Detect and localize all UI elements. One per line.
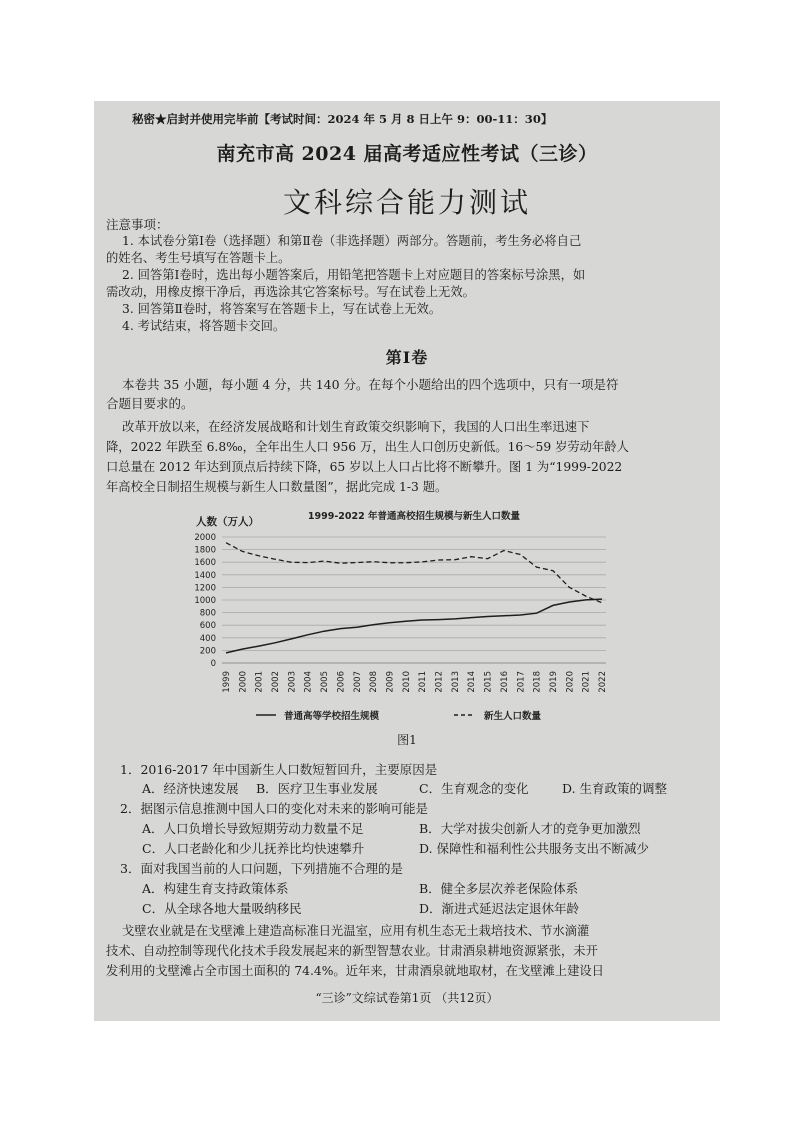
notice-line: 3. 回答第Ⅱ卷时，将答案写在答题卡上，写在试卷上无效。 [122, 302, 442, 316]
x-tick-label: 2007 [352, 671, 363, 693]
question-stem: 2．据图示信息推测中国人口的变化对未来的影响可能是 [120, 801, 428, 816]
x-tick-label: 2006 [336, 671, 347, 693]
section-intro-line: 本卷共 35 小题，每小题 4 分，共 140 分。在每个小题给出的四个选项中，只有一项是符 [122, 377, 619, 392]
notice-line: 1. 本试卷分第Ⅰ卷（选择题）和第Ⅱ卷（非选择题）两部分。答题前，考生务必将自己 [122, 234, 582, 248]
x-tick-label: 2009 [385, 671, 396, 693]
x-tick-label: 2019 [548, 671, 559, 693]
enrollment-series-line [226, 599, 602, 653]
passage-line: 口总量在 2012 年达到顶点后持续下降，65 岁以上人口占比将不断攀升。图 1 为“1999-2022 [106, 460, 623, 474]
question-option: C．生育观念的变化 [419, 781, 529, 796]
page-footer: “三诊”文综试卷第1页 （共12页） [315, 991, 499, 1005]
question-option: D．渐进式延迟法定退休年龄 [419, 901, 580, 916]
y-tick-label: 0 [210, 659, 216, 669]
notice-line: 的姓名、考生号填写在答题卡上。 [106, 251, 291, 265]
x-tick-label: 2002 [271, 671, 282, 693]
x-tick-label: 2012 [434, 671, 445, 693]
question-option: A．经济快速发展 [142, 781, 239, 796]
notice-line: 需改动，用橡皮擦干净后，再选涂其它答案标号。写在试卷上无效。 [106, 285, 475, 299]
x-tick-label: 2000 [238, 671, 249, 693]
exam-title: 南充市高 2024 届高考适应性考试（三诊） [216, 143, 598, 165]
question-option: B．健全多层次养老保险体系 [419, 881, 579, 896]
y-tick-label: 1600 [194, 558, 216, 569]
notice-line: 2. 回答第Ⅰ卷时，选出每小题答案后，用铅笔把答题卡上对应题目的答案标号涂黑，如 [122, 268, 586, 282]
x-tick-label: 2016 [499, 671, 510, 693]
question-option: B．医疗卫生事业发展 [256, 781, 378, 796]
figure-caption: 图1 [397, 733, 417, 747]
question-stem: 1．2016-2017 年中国新生人口数短暂回升，主要原因是 [120, 762, 438, 777]
exam-paper [94, 101, 720, 1021]
legend-label: 普通高等学校招生规模 [284, 711, 380, 722]
x-tick-label: 2017 [516, 671, 527, 693]
x-tick-label: 2020 [565, 671, 576, 693]
x-tick-label: 2018 [532, 671, 543, 693]
question-option: A．构建生育支持政策体系 [142, 881, 289, 896]
x-tick-label: 2008 [369, 671, 380, 693]
section-intro-line: 合题目要求的。 [106, 396, 194, 411]
passage-line: 技术、自动控制等现代化技术手段发展起来的新型智慧农业。甘肃酒泉耕地资源紧张，未开 [106, 944, 598, 958]
notice-line: 4. 考试结束，将答题卡交回。 [122, 319, 286, 333]
y-tick-label: 1200 [194, 583, 216, 594]
x-tick-label: 2011 [418, 671, 429, 693]
y-axis-label: 人数（万人） [196, 516, 259, 528]
x-tick-label: 1999 [222, 671, 232, 693]
x-tick-label: 2014 [467, 671, 478, 693]
question-option: D. 保障性和福利性公共服务支出不断减少 [419, 841, 650, 856]
passage-line: 改革开放以来，在经济发展战略和计划生育政策交织影响下，我国的人口出生率迅速下 [122, 420, 590, 434]
newborn-series-line [226, 543, 602, 603]
y-tick-label: 1800 [194, 545, 216, 556]
y-tick-label: 2000 [194, 533, 216, 543]
y-tick-label: 1400 [194, 570, 216, 581]
x-tick-label: 2003 [287, 671, 298, 693]
passage-line: 发利用的戈壁滩占全市国土面积的 74.4%。近年来，甘肃酒泉就地取材，在戈壁滩上建设日 [106, 964, 604, 978]
question-option: C．从全球各地大量吸纳移民 [142, 901, 302, 916]
x-tick-label: 2004 [303, 671, 314, 693]
question-option: D. 生育政策的调整 [562, 781, 668, 796]
y-tick-label: 200 [199, 646, 216, 657]
passage-line: 降，2022 年跌至 6.8‰，全年出生人口 956 万，出生人口创历史新低。16～59 岁劳动年龄人 [106, 440, 629, 454]
y-tick-label: 600 [199, 621, 216, 632]
passage-line: 年高校全日制招生规模与新生人口数量图”，据此完成 1-3 题。 [106, 480, 448, 494]
x-tick-label: 2013 [450, 671, 461, 693]
y-tick-label: 400 [199, 633, 216, 644]
population-enrollment-chart [184, 505, 624, 745]
passage-line: 戈壁农业就是在戈壁滩上建造高标准日光温室，应用有机生态无土栽培技术、节水滴灌 [122, 924, 590, 938]
x-tick-label: 2022 [598, 671, 608, 693]
question-option: C．人口老龄化和少儿抚养比均快速攀升 [142, 841, 365, 856]
question-option: A．人口负增长导致短期劳动力数量不足 [142, 821, 364, 836]
section-title: 第Ⅰ卷 [385, 348, 429, 367]
notice-heading: 注意事项： [106, 217, 169, 232]
x-tick-label: 2005 [320, 671, 331, 693]
x-tick-label: 2021 [581, 671, 592, 693]
y-tick-label: 1000 [194, 596, 216, 606]
x-tick-label: 2015 [483, 671, 494, 693]
legend-label: 新生人口数量 [484, 711, 542, 722]
x-tick-label: 2010 [401, 671, 412, 693]
x-tick-label: 2001 [254, 671, 265, 693]
subject-title: 文科综合能力测试 [282, 186, 531, 219]
chart-title: 1999-2022 年普通高校招生规模与新生人口数量 [307, 511, 521, 522]
question-stem: 3．面对我国当前的人口问题，下列措施不合理的是 [120, 861, 403, 876]
y-tick-label: 800 [199, 608, 216, 619]
question-option: B．大学对拔尖创新人才的竞争更加激烈 [419, 821, 641, 836]
confidential-line: 秘密★启封并使用完毕前【考试时间：2024 年 5 月 8 日上午 9：00-11：30】 [132, 112, 553, 126]
